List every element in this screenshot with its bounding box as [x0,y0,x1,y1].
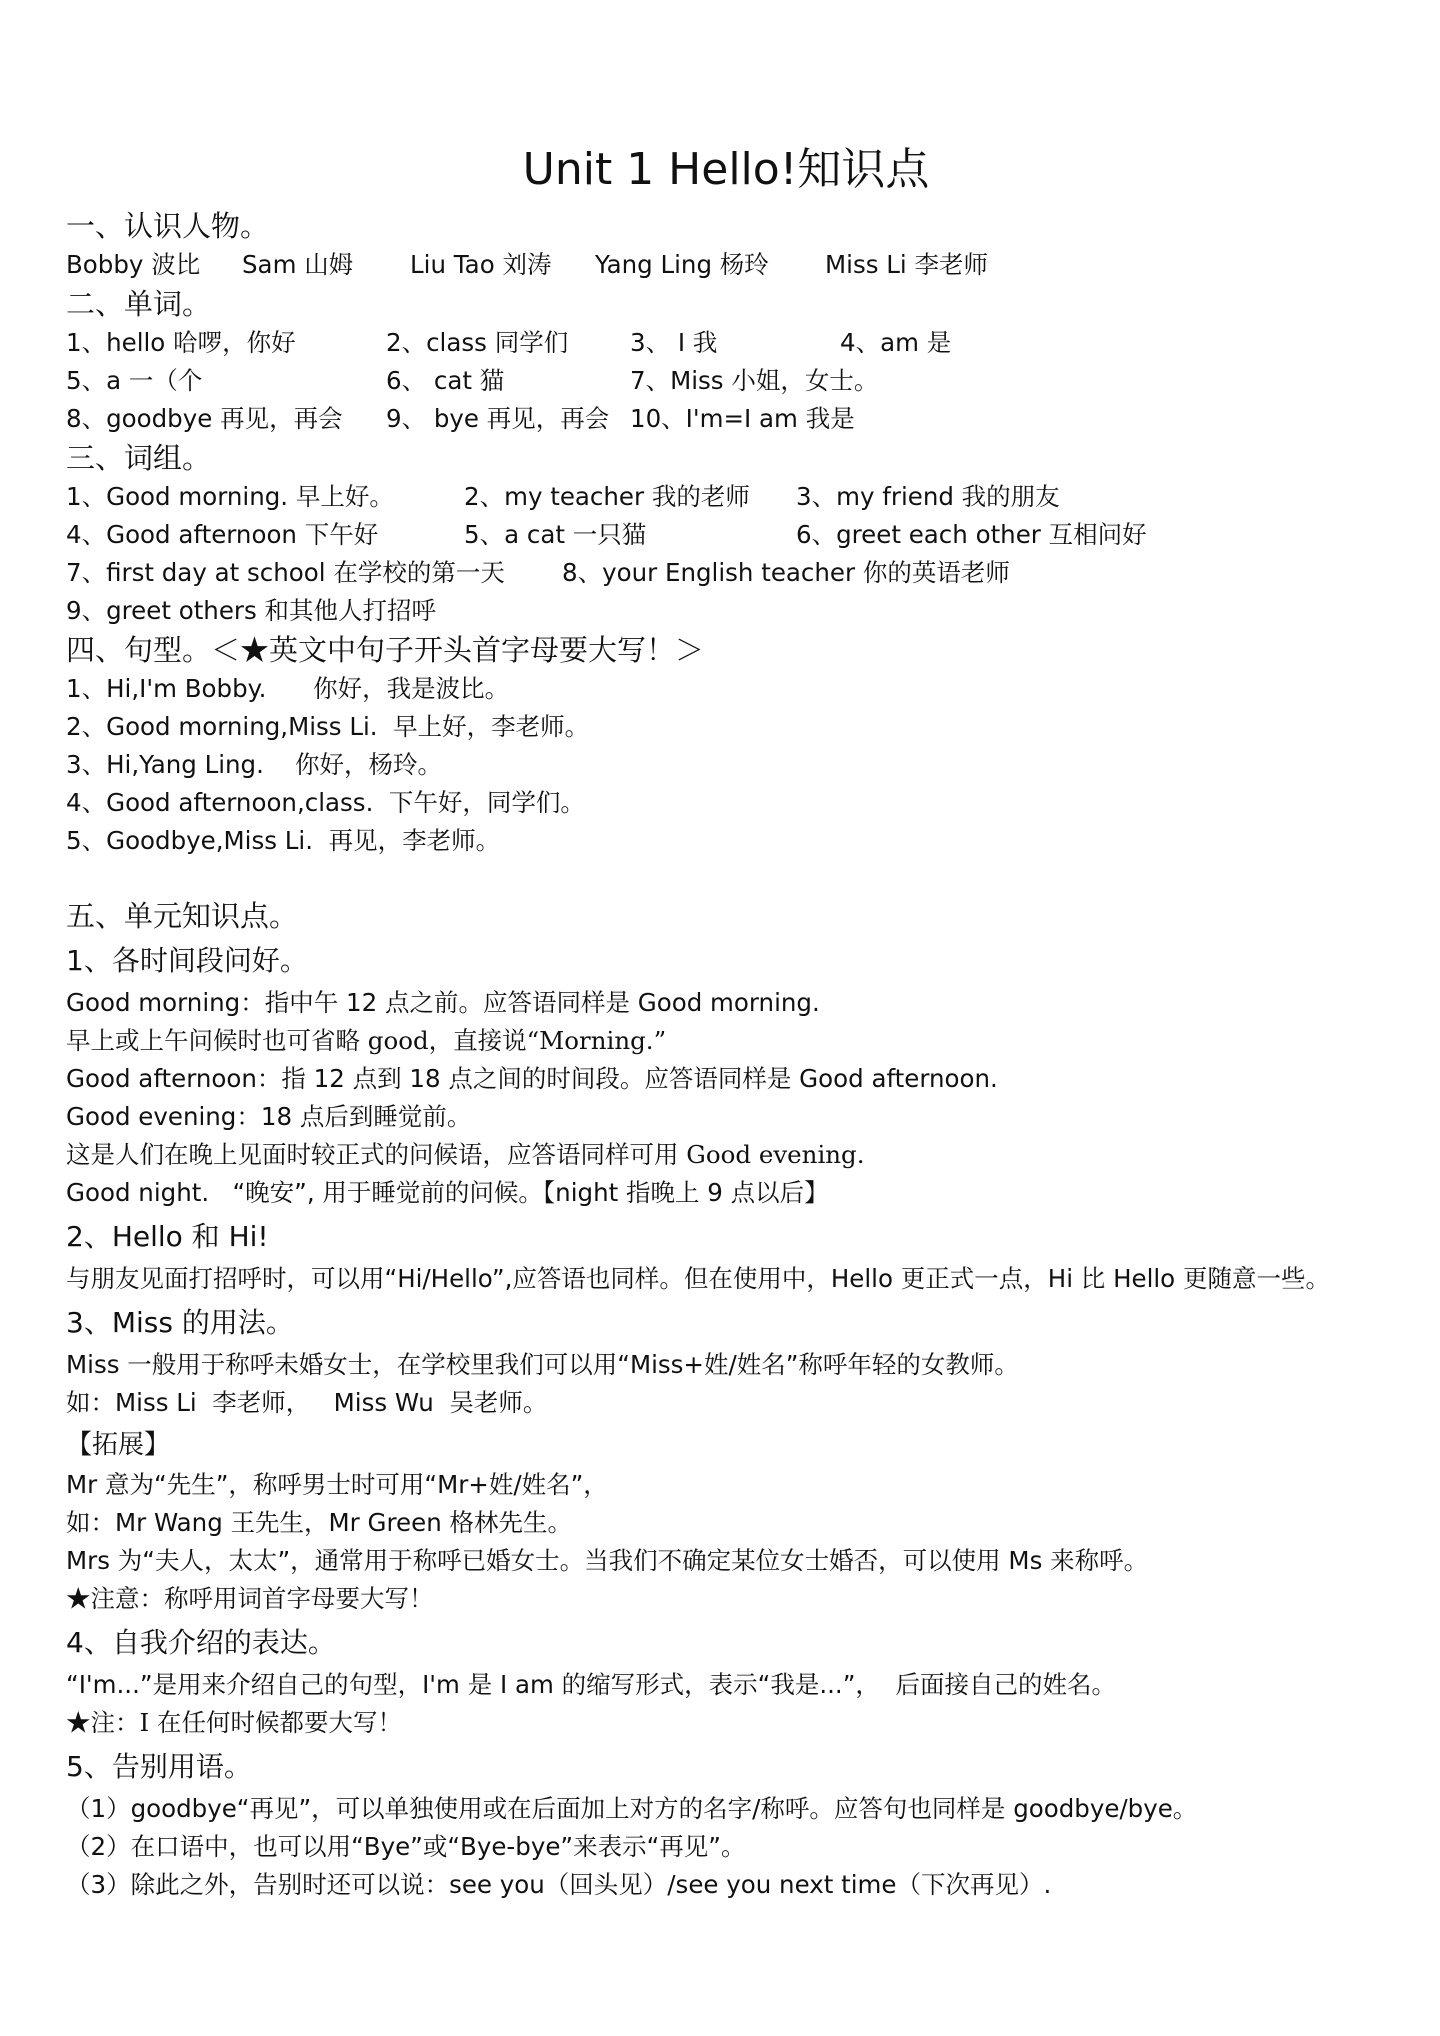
word-item: 8、goodbye 再见，再会 [66,404,343,433]
document-title: Unit 1 Hello!知识点 [522,144,930,195]
subheading-farewell: 5、告别用语。 [66,1750,252,1783]
character-item: Sam 山姆 [242,250,354,279]
phrases-row [66,478,1386,516]
sentence-item: 4、Good afternoon,class. 下午好，同学们。 [66,788,585,817]
greeting-line: 早上或上午问候时也可省略 good，直接说“Morning.” [66,1026,667,1055]
section-heading-phrases: 三、词组。 [66,441,212,475]
section-heading-knowledge: 五、单元知识点。 [66,899,299,933]
phrase-item: 4、Good afternoon 下午好 [66,520,379,549]
subheading-greetings: 1、各时间段问好。 [66,944,308,977]
farewell-line: （3）除此之外，告别时还可以说：see you（回头见）/see you next time（下次再见）. [66,1870,1052,1899]
greeting-line: 这是人们在晚上见面时较正式的问候语，应答语同样可用 Good evening. [66,1140,865,1169]
extension-heading: 【拓展】 [66,1430,171,1460]
word-item: 4、am 是 [840,328,952,357]
character-item: Bobby 波比 [66,250,201,279]
sentence-item: 2、Good morning,Miss Li. 早上好，李老师。 [66,712,590,741]
character-item: Yang Ling 杨玲 [595,250,769,279]
hello-hi-paragraph: 与朋友见面打招呼时，可以用“Hi/Hello”,应答语也同样。但在使用中，Hello 更正式一点，Hi 比 Hello 更随意一些。 [66,1264,1330,1293]
character-item: Miss Li 李老师 [825,250,989,279]
word-item: 1、hello 哈啰，你好 [66,328,296,357]
miss-usage-line: 如：Miss Li 李老师， Miss Wu 吴老师。 [66,1388,548,1417]
capitalization-note: ★注意：称呼用词首字母要大写！ [66,1584,434,1613]
phrase-item: 1、Good morning. 早上好。 [66,482,394,511]
subheading-miss-usage: 3、Miss 的用法。 [66,1306,294,1339]
miss-usage-line: Miss 一般用于称呼未婚女士，在学校里我们可以用“Miss+姓/姓名”称呼年轻的女教师。 [66,1350,1019,1379]
subheading-hello-hi: 2、Hello 和 Hi! [66,1220,269,1253]
phrases-row [66,592,1386,630]
word-item: 9、 bye 再见，再会 [386,404,610,433]
farewell-line: （2）在口语中，也可以用“Bye”或“Bye-bye”来表示“再见”。 [66,1832,746,1861]
word-item: 2、class 同学们 [386,328,569,357]
self-intro-line: “I'm...”是用来介绍自己的句型，I'm 是 I am 的缩写形式，表示“我是...”， 后面接自己的姓名。 [66,1670,1116,1699]
phrase-item: 8、your English teacher 你的英语老师 [562,558,1010,587]
section-heading-characters: 一、认识人物。 [66,209,270,243]
subheading-self-intro: 4、自我介绍的表达。 [66,1626,336,1659]
phrases-row [66,516,1386,554]
phrase-item: 2、my teacher 我的老师 [464,482,750,511]
phrase-item: 9、greet others 和其他人打招呼 [66,596,437,625]
phrase-item: 5、a cat 一只猫 [464,520,647,549]
extension-line: Mr 意为“先生”，称呼男士时可用“Mr+姓/姓名”， [66,1470,608,1499]
document-page [66,140,1386,1904]
phrase-item: 7、first day at school 在学校的第一天 [66,558,505,587]
word-item: 7、Miss 小姐，女士。 [630,366,879,395]
greeting-line: Good morning：指中午 12 点之前。应答语同样是 Good morning. [66,988,820,1017]
words-row [66,362,1386,400]
words-row [66,324,1386,362]
section-heading-words: 二、单词。 [66,287,212,321]
phrase-item: 6、greet each other 互相问好 [796,520,1147,549]
phrases-row [66,554,1386,592]
greeting-line: Good afternoon：指 12 点到 18 点之间的时间段。应答语同样是 Good afternoon. [66,1064,998,1093]
word-item: 3、 I 我 [630,328,718,357]
extension-line: Mrs 为“夫人，太太”，通常用于称呼已婚女士。当我们不确定某位女士婚否，可以使用 Ms 来称呼。 [66,1546,1149,1575]
character-item: Liu Tao 刘涛 [410,250,552,279]
word-item: 5、a 一（个 [66,366,203,395]
section-heading-sentences: 四、句型。＜★英文中句子开头首字母要大写！＞ [66,633,705,667]
self-intro-note: ★注：I 在任何时候都要大写！ [66,1708,402,1737]
greeting-line: Good night. “晚安”, 用于睡觉前的问候。【night 指晚上 9 点以后】 [66,1178,829,1207]
extension-line: 如：Mr Wang 王先生，Mr Green 格林先生。 [66,1508,573,1537]
characters-row [66,246,1386,284]
sentence-item: 1、Hi,I'm Bobby. 你好，我是波比。 [66,674,510,703]
sentence-item: 5、Goodbye,Miss Li. 再见，李老师。 [66,826,501,855]
word-item: 10、I'm=I am 我是 [630,404,855,433]
farewell-line: （1）goodbye“再见”，可以单独使用或在后面加上对方的名字/称呼。应答句也同样是 goodbye/bye。 [66,1794,1198,1823]
phrase-item: 3、my friend 我的朋友 [796,482,1060,511]
sentence-item: 3、Hi,Yang Ling. 你好，杨玲。 [66,750,443,779]
word-item: 6、 cat 猫 [386,366,505,395]
words-row [66,400,1386,438]
greeting-line: Good evening：18 点后到睡觉前。 [66,1102,472,1131]
